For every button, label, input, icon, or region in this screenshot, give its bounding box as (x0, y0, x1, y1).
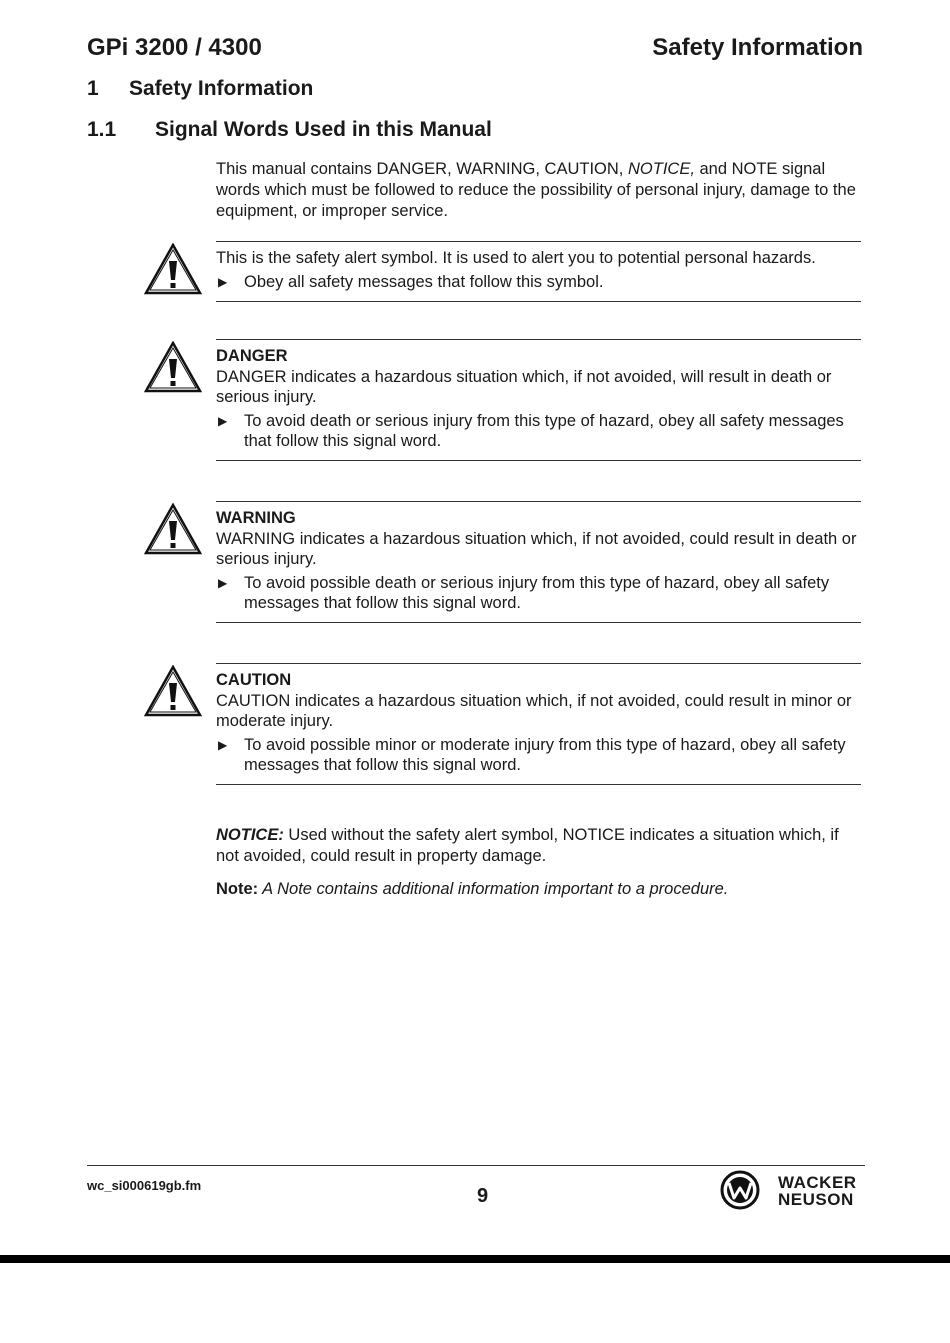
triangle-bullet-icon: ▶ (218, 274, 228, 289)
caution-block (216, 663, 861, 785)
warning-triangle-icon (144, 665, 202, 717)
subsection-heading (87, 118, 492, 142)
caution-title: CAUTION (216, 671, 292, 689)
danger-title: DANGER (216, 347, 288, 365)
footer-filename: wc_si000619gb.fm (87, 1178, 202, 1193)
subsection-title: Signal Words Used in this Manual (155, 118, 492, 141)
section-heading (87, 77, 313, 101)
danger-bullet (216, 411, 861, 452)
subsection-number: 1.1 (87, 118, 117, 141)
notice-paragraph (216, 825, 856, 866)
safety-alert-block (216, 241, 861, 302)
caution-bullet-text: To avoid possible minor or moderate injury from this type of hazard, obey all safety messages that follow this signal word. (244, 735, 846, 774)
section-title: Safety Information (129, 77, 314, 100)
warning-triangle-icon (144, 341, 202, 393)
brand-logo-text (778, 1174, 857, 1208)
triangle-bullet-icon: ▶ (218, 737, 228, 752)
header-section-title: Safety Information (652, 34, 863, 61)
triangle-bullet-icon: ▶ (218, 413, 228, 428)
note-text: A Note contains additional information important to a procedure. (258, 880, 729, 898)
document-model-title: GPi 3200 / 4300 (87, 34, 262, 61)
danger-bullet-text: To avoid death or serious injury from this type of hazard, obey all safety messages that follow this signal word. (244, 411, 844, 450)
warning-title: WARNING (216, 509, 296, 527)
warning-triangle-icon (144, 503, 202, 555)
triangle-bullet-icon: ▶ (218, 575, 228, 590)
intro-notice-word: NOTICE, (627, 160, 695, 178)
note-paragraph (216, 879, 856, 900)
footer-divider (87, 1165, 865, 1166)
intro-paragraph (216, 159, 856, 222)
logo-line2: NEUSON (778, 1190, 854, 1209)
warning-description: WARNING indicates a hazardous situation which, if not avoided, could result in death or serious injury. (216, 529, 857, 568)
logo-line1: WACKER (778, 1173, 857, 1192)
caution-description: CAUTION indicates a hazardous situation which, if not avoided, could result in minor or moderate injury. (216, 691, 852, 730)
warning-triangle-icon (144, 243, 202, 295)
alert-bullet-text: Obey all safety messages that follow this symbol. (244, 272, 604, 291)
notice-text: Used without the safety alert symbol, NOTICE indicates a situation which, if not avoided, could result in property damage. (216, 826, 839, 865)
warning-bullet-text: To avoid possible death or serious injury from this type of hazard, obey all safety messages that follow this signal word. (244, 573, 830, 612)
intro-text-part1: This manual contains DANGER, WARNING, CAUTION, (216, 160, 628, 178)
note-label: Note: (216, 880, 259, 898)
warning-bullet (216, 573, 861, 614)
warning-block (216, 501, 861, 623)
page-bottom-bar (0, 1255, 950, 1263)
alert-description: This is the safety alert symbol. It is used to alert you to potential personal hazards. (216, 249, 816, 267)
alert-bullet (216, 272, 861, 293)
page-number: 9 (477, 1185, 489, 1207)
intro-text-part2: and NOTE signal words which must be followed to reduce the possibility of personal injury, damage to the equipment, or improper service. (216, 160, 856, 220)
caution-bullet (216, 735, 861, 776)
notice-label: NOTICE: (216, 826, 284, 844)
wacker-neuson-w-logo-icon (720, 1170, 760, 1210)
danger-block (216, 339, 861, 461)
section-number: 1 (87, 77, 99, 100)
danger-description: DANGER indicates a hazardous situation which, if not avoided, will result in death or serious injury. (216, 367, 832, 406)
